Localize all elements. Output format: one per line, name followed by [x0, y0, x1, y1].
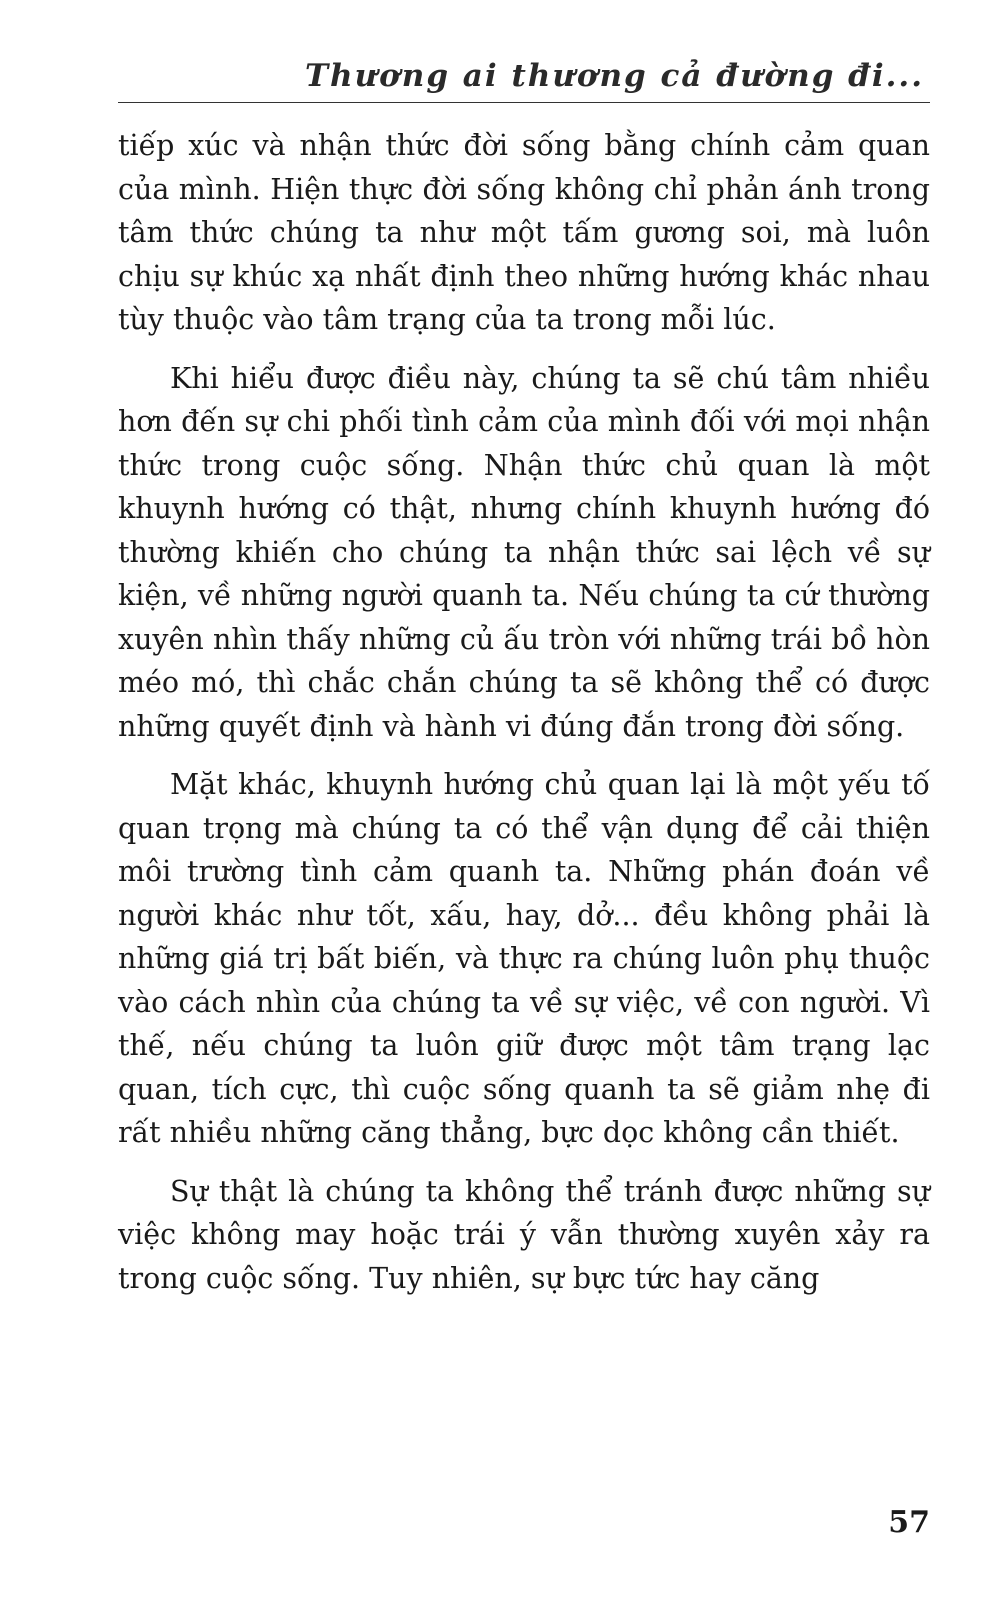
body-text [118, 124, 930, 1315]
running-header-title: Thương ai thương cả đường đi... [304, 58, 924, 94]
paragraph-continued: tiếp xúc và nhận thức đời sống bằng chính cảm quan của mình. Hiện thực đời sống không chỉ phản ánh trong tâm thức chúng ta như một tấm gương soi, mà luôn chịu sự khúc xạ nhất định theo những hướng khác nhau tùy thuộc vào tâm trạng của ta trong mỗi lúc. [118, 129, 930, 336]
paragraph: Khi hiểu được điều này, chúng ta sẽ chú tâm nhiều hơn đến sự chi phối tình cảm của mình đối với mọi nhận thức trong cuộc sống. Nhận thức chủ quan là một khuynh hướng có thật, nhưng chính khuynh hướng đó thường khiến cho chúng ta nhận thức sai lệch về sự kiện, về những người quanh ta. Nếu chúng ta cứ thường xuyên nhìn thấy những củ ấu tròn với những trái bồ hòn méo mó, thì chắc chắn chúng ta sẽ không thể có được những quyết định và hành vi đúng đắn trong đời sống. [118, 361, 930, 743]
page-number: 57 [888, 1505, 930, 1540]
paragraph: Sự thật là chúng ta không thể tránh được những sự việc không may hoặc trái ý vẫn thường xuyên xảy ra trong cuộc sống. Tuy nhiên, sự bực tức hay căng [118, 1174, 930, 1295]
running-header [118, 52, 930, 103]
paragraph: Mặt khác, khuynh hướng chủ quan lại là một yếu tố quan trọng mà chúng ta có thể vận dụng để cải thiện môi trường tình cảm quanh ta. Những phán đoán về người khác như tốt, xấu, hay, dở... đều không phải là những giá trị bất biến, và thực ra chúng luôn phụ thuộc vào cách nhìn của chúng ta về sự việc, về con người. Vì thế, nếu chúng ta luôn giữ được một tâm trạng lạc quan, tích cực, thì cuộc sống quanh ta sẽ giảm nhẹ đi rất nhiều những căng thẳng, bực dọc không cần thiết. [118, 768, 930, 1149]
